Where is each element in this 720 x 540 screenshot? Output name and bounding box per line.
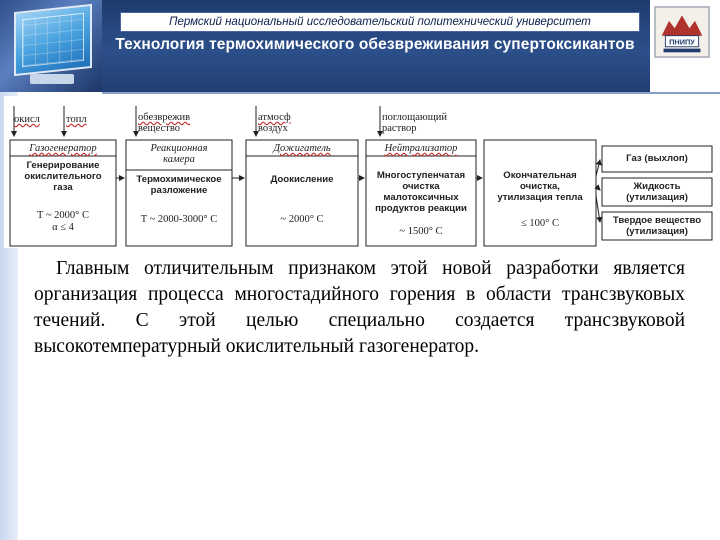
main-paragraph: Главным отличительным признаком этой новой разработки является организация процесса многостадийного горения в области трансзвуковых течений. С этой целью специально создается трансзвуковой высокотемпературный окислительный газогенератор.: [34, 258, 685, 357]
input-waste: обезврежив вещество: [138, 112, 191, 134]
header-divider: [102, 92, 720, 94]
output-liquid: Жидкость (утилизация): [626, 181, 688, 203]
block-5-temperature: ≤ 100° C: [521, 218, 559, 229]
logo-text: ПНИПУ: [669, 37, 695, 47]
block-4-title: Нейтрализатор: [384, 143, 458, 154]
block-2-body: Термохимическое разложение: [136, 174, 222, 196]
input-absorbent: поглощающий раствор: [382, 112, 448, 134]
university-bar: [120, 12, 640, 32]
input-oxidizer: окисл: [14, 114, 40, 125]
university-logo: [654, 6, 710, 58]
block-1-temperature: T ~ 2000° C α ≤ 4: [37, 210, 89, 233]
block-3-title: Дожигатель: [273, 143, 331, 154]
monitor-stand: [30, 74, 74, 84]
block-3-body: Доокисление: [270, 174, 334, 185]
block-2-title: Реакционная камера: [150, 143, 208, 165]
monitor-graphic: [0, 0, 102, 92]
block-1-title: Газогенератор: [29, 143, 97, 154]
input-fuel: топл: [66, 114, 87, 125]
output-gas: Газ (выхлоп): [626, 153, 688, 164]
block-4-body: Многоступенчатая очистка малотоксичных продуктов реакции: [375, 170, 467, 214]
page-title: Технология термохимического обезвреживания супертоксикантов: [115, 36, 635, 53]
output-solid: Твердое вещество (утилизация): [612, 215, 702, 237]
block-1-body: Генерирование окислительного газа: [24, 160, 102, 193]
process-diagram: [4, 96, 716, 248]
block-5-body: Окончательная очистка, утилизация тепла: [497, 170, 583, 203]
university-name: Пермский национальный исследовательский политехнический университет: [169, 16, 591, 28]
block-3-temperature: ~ 2000° C: [280, 214, 324, 225]
slide-header: [0, 0, 720, 92]
block-2-temperature: T ~ 2000-3000° C: [140, 214, 218, 225]
input-air: атмосф воздух: [258, 112, 291, 134]
monitor-screen: [14, 4, 92, 76]
block-4-temperature: ~ 1500° C: [399, 226, 443, 237]
